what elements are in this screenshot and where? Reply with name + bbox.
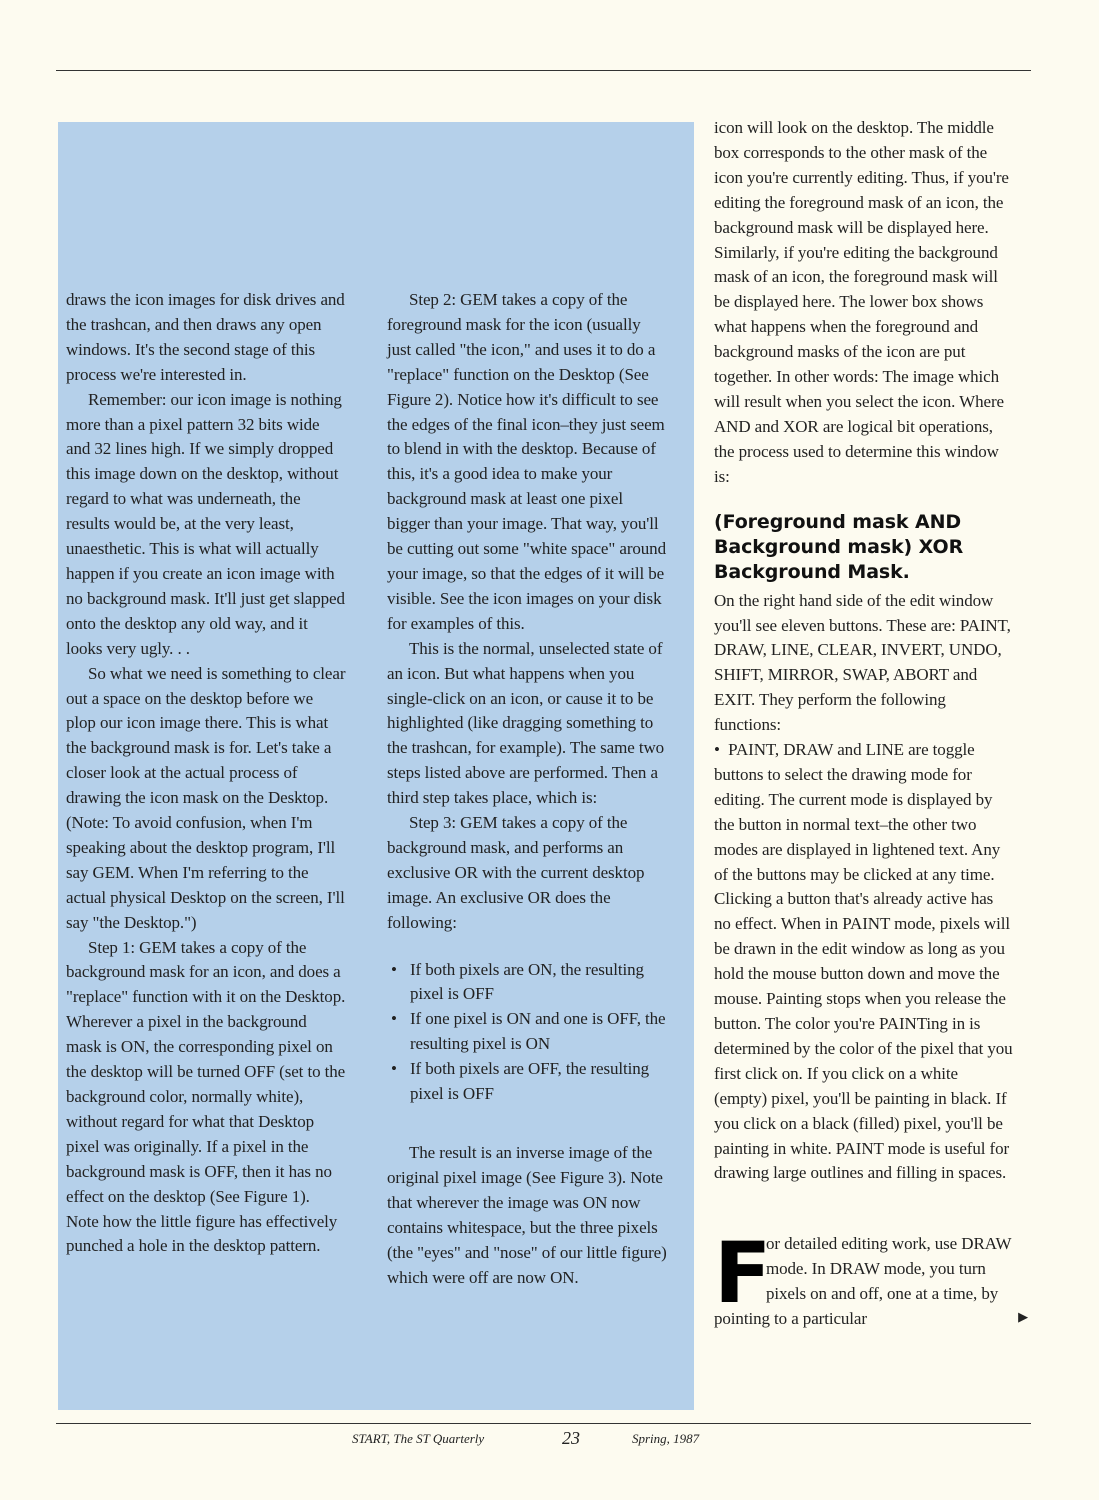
formula-heading: (Foreground mask AND Background mask) XOR Background Mask. <box>714 510 964 583</box>
bullet-icon: • <box>391 1009 397 1029</box>
col2-paragraph-3: Step 3: GEM takes a copy of the background mask, and performs an exclusive OR with the current desktop image. An exclusive OR does the following: <box>387 813 645 932</box>
col2-paragraph-1: Step 2: GEM takes a copy of the foreground mask for the icon (usually just called "the icon," and uses it to do a "replace" function on the Desktop (See Figure 2). Notice how it's difficult to see the edges of the final icon–they just seem to blend in with the desktop. Because of this, it's a good idea to make your background mask at least one pixel bigger than your image. That way, you'll be cutting out some "white space" around your image, so that the edges of it will be visible. See the icon images on your disk for examples of this. <box>387 290 666 633</box>
top-rule <box>56 70 1031 71</box>
bottom-rule <box>56 1423 1031 1424</box>
page-footer <box>0 1428 1099 1451</box>
list-item: • If both pixels are OFF, the resulting pixel is OFF <box>391 1059 650 1104</box>
col1-paragraph-2: Remember: our icon image is nothing more than a pixel pattern 32 bits wide and 32 lines high. If we simply dropped this image down on the desktop, without regard to what was underneath, the results would be, at the very least, unaesthetic. This is what will actually happen if you create an icon image with no background mask. It'll just get slapped onto the desktop any old way, and it looks very ugly. . . <box>66 389 345 658</box>
col3-paragraph-2: On the right hand side of the edit window you'll see eleven buttons. These are: PAINT, DRAW, LINE, CLEAR, INVERT, UNDO, SHIFT, MIRROR, SWAP, ABORT and EXIT. They perform the following functions: <box>714 590 1011 735</box>
bullet-icon: • <box>391 1059 397 1079</box>
column-3 <box>714 116 1028 1332</box>
bullet-icon: • <box>714 740 720 760</box>
col1-paragraph-3: So what we need is something to clear out a space on the desktop before we plop our icon image there. This is what the background mask is for. Let's take a closer look at the actual process of drawing the icon mask on the Desktop. (Note: To avoid confusion, when I'm speaking about the desktop program, I'll say GEM. When I'm referring to the actual physical Desktop on the screen, I'll say "the Desktop.") <box>66 663 346 932</box>
dropcap-letter: F <box>714 1224 772 1323</box>
list-item: • If one pixel is ON and one is OFF, the resulting pixel is ON <box>391 1009 666 1054</box>
dropcap-paragraph <box>714 1224 1028 1332</box>
column-2 <box>387 288 667 1290</box>
publication-name: START, The ST Quarterly <box>352 1431 485 1446</box>
col3-paragraph-1: icon will look on the desktop. The middle box corresponds to the other mask of the icon you're currently editing. Thus, if you're editing the foreground mask of an icon, the background mask will be displayed here. Similarly, if you're editing the background mask of an icon, the foreground mask will be displayed here. The lower box shows what happens when the foreground and background masks of the icon are put together. In other words: The image which will result when you select the icon. Where AND and XOR are logical bit operations, the process used to determine this window is: <box>714 118 1009 486</box>
page-number: 23 <box>562 1428 580 1448</box>
col1-paragraph-1: draws the icon images for disk drives and the trashcan, and then draws any open windows. It's the second stage of this process we're interested in. <box>66 290 345 384</box>
xor-rules-list <box>387 958 667 1107</box>
list-item: • If both pixels are ON, the resulting pixel is OFF <box>391 959 644 1004</box>
continue-arrow-icon: ▶ <box>1018 1309 1028 1325</box>
col2-closing-paragraph: The result is an inverse image of the original pixel image (See Figure 3). Note that wherever the image was ON now contains whitespace, but the three pixels (the "eyes" and "nose" of our little figure) which were off are now ON. <box>387 1143 667 1287</box>
dropcap-text: or detailed editing work, use DRAW mode. In DRAW mode, you turn pixels on and off, one at a time, by pointing to a particular <box>714 1234 1012 1329</box>
column-1 <box>66 288 346 1259</box>
col2-paragraph-2: This is the normal, unselected state of an icon. But what happens when you single-click on an icon, or cause it to be highlighted (like dragging something to the trashcan, for example). The same two steps listed above are performed. Then a third step takes place, which is: <box>387 638 665 808</box>
col1-paragraph-4: Step 1: GEM takes a copy of the background mask for an icon, and does a "replace" function with it on the Desktop. Wherever a pixel in the background mask is ON, the corresponding pixel on the desktop will be turned OFF (set to the background color, normally white), without regard for what that Desktop pixel was originally. If a pixel in the background mask is OFF, then it has no effect on the desktop (See Figure 1). Note how the little figure has effectively punched a hole in the desktop pattern. <box>66 937 346 1256</box>
issue-date: Spring, 1987 <box>632 1431 700 1446</box>
col3-bullet-paragraph: • PAINT, DRAW and LINE are toggle buttons to select the drawing mode for editing. The current mode is displayed by the button in normal text–the other two modes are displayed in lightened text. Any of the buttons may be clicked at any time. Clicking a button that's already active has no effect. When in PAINT mode, pixels will be drawn in the edit window as long as you hold the mouse button down and move the mouse. Painting stops when you release the button. The color you're PAINTing in is determined by the color of the pixel that you first click on. If you click on a white (empty) pixel, you'll be painting in black. If you click on a black (filled) pixel, you'll be painting in white. PAINT mode is useful for drawing large outlines and filling in spaces. <box>714 740 1013 1183</box>
bullet-icon: • <box>391 959 397 979</box>
